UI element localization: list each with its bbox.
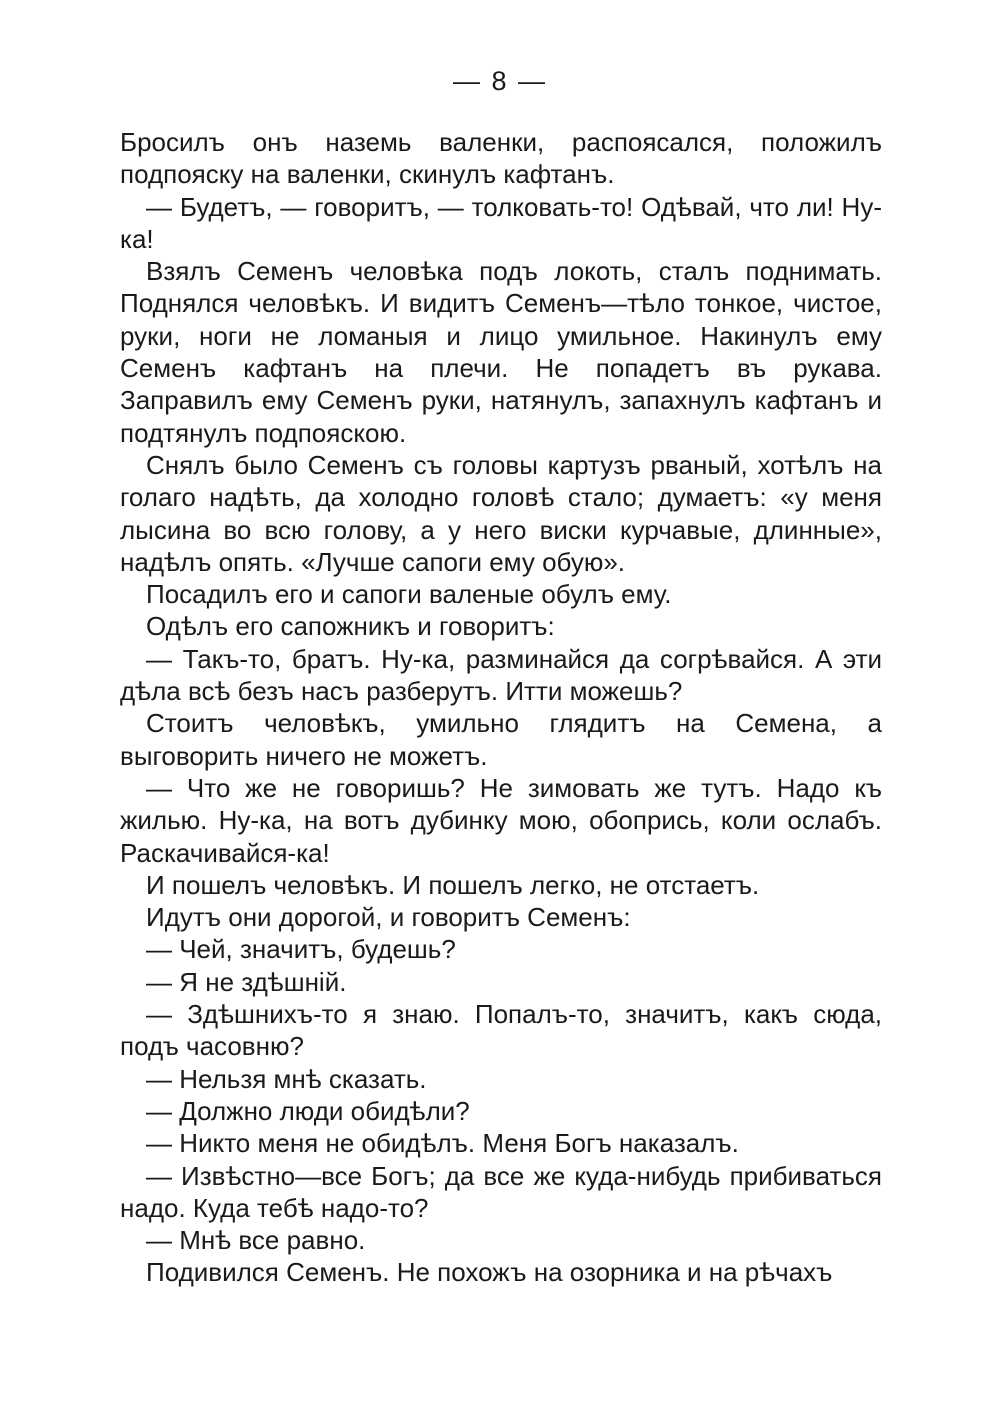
paragraph: — Здѣшнихъ-то я знаю. Попалъ-то, значитъ, какъ сюда, подъ часовню? xyxy=(120,999,882,1062)
paragraph: — Такъ-то, братъ. Ну-ка, разминайся да согрѣвайся. А эти дѣла всѣ безъ насъ разберутъ. Итти можешь? xyxy=(120,643,882,707)
paragraph: — Извѣстно—все Богъ; да все же куда-нибудь прибиваться надо. Куда тебѣ надо-то? xyxy=(120,1160,882,1223)
paragraph: Посадилъ его и сапоги валеные обулъ ему. xyxy=(146,579,672,610)
paragraph: — Нельзя мнѣ сказать. xyxy=(146,1063,427,1094)
paragraph: Бросилъ онъ наземь валенки, распоясался, положилъ подпояску на валенки, скинулъ кафтанъ. xyxy=(120,127,882,190)
paragraph: — Я не здѣшній. xyxy=(146,966,347,997)
paragraph: — Будетъ, — говоритъ, — толковать-то! Одѣвай, что ли! Ну-ка! xyxy=(120,191,882,254)
paragraph: Взялъ Семенъ человѣка подъ локоть, сталъ поднимать. Поднялся человѣкъ. И видитъ Семенъ—тѣло тонкое, чистое, руки, ноги не ломаныя и лицо умильное. Накинулъ ему Семенъ кафтанъ на плечи. Не попадетъ въ рукава. Заправилъ ему Семенъ руки, натянулъ, запахнулъ кафтанъ и подтянулъ подпояскою. xyxy=(120,256,882,448)
paragraph: — Должно люди обидѣли? xyxy=(146,1095,470,1126)
paragraph: — Мнѣ все равно. xyxy=(146,1225,366,1256)
paragraph: — Никто меня не обидѣлъ. Меня Богъ наказалъ. xyxy=(146,1128,739,1159)
page-number: — 8 — xyxy=(452,66,548,96)
paragraph: И пошелъ человѣкъ. И пошелъ легко, не отстаетъ. xyxy=(146,869,760,900)
text-body xyxy=(120,126,882,1289)
paragraph: Стоитъ человѣкъ, умильно глядитъ на Семена, а выговорить ничего не можетъ. xyxy=(120,708,882,771)
paragraph: — Чей, значитъ, будешь? xyxy=(146,934,456,965)
paragraph: Одѣлъ его сапожникъ и говоритъ: xyxy=(146,611,555,642)
paragraph: Идутъ они дорогой, и говоритъ Семенъ: xyxy=(146,902,631,933)
paragraph: — Что же не говоришь? Не зимовать же тутъ. Надо къ жилью. Ну-ка, на вотъ дубинку мою, обопрись, коли ослабъ. Раскачивайся-ка! xyxy=(120,772,882,868)
paragraph: Снялъ было Семенъ съ головы картузъ рваный, хотѣлъ на голаго надѣть, да холодно головѣ стало; думаетъ: «у меня лысина во всю голову, а у него виски курчавые, длинные», надѣлъ опять. «Лучше сапоги ему обую». xyxy=(120,449,882,577)
paragraph: Подивился Семенъ. Не похожъ на озорника и на рѣчахъ xyxy=(146,1257,833,1288)
